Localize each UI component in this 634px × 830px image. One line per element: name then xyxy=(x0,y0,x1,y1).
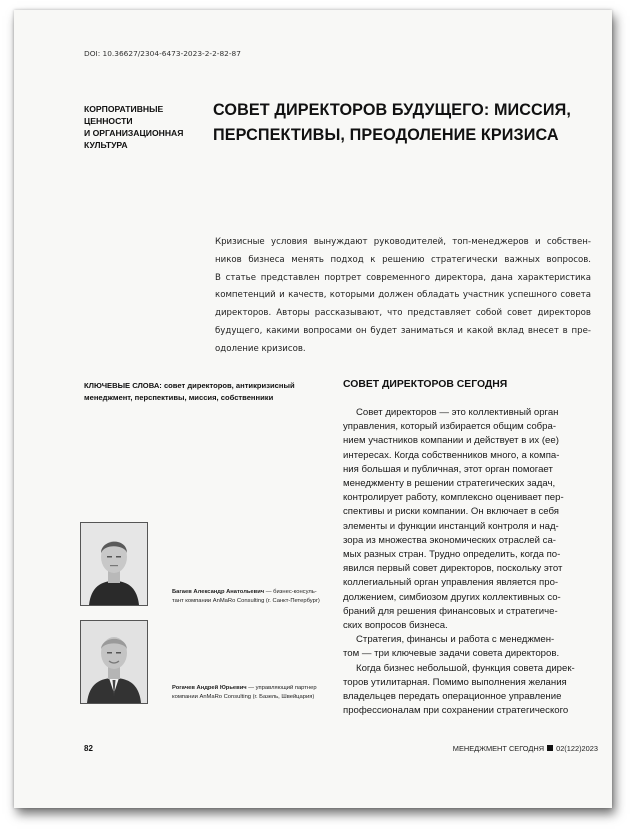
abstract-line: одоление кризисов. xyxy=(215,343,306,354)
article-title xyxy=(213,98,593,148)
keywords-line: КЛЮЧЕВЫЕ СЛОВА: совет директоров, антикризисный xyxy=(84,381,295,390)
body-line: профессионалам при сохранении стратегического xyxy=(343,705,569,717)
journal-name: МЕНЕДЖМЕНТ СЕГОДНЯ xyxy=(452,744,545,753)
journal-footer xyxy=(453,744,598,753)
abstract xyxy=(215,234,591,359)
author-affiliation: тант компании AnMaRo Consulting (г. Санкт-Петербург) xyxy=(172,598,320,604)
body-text xyxy=(343,406,593,718)
square-bullet-icon xyxy=(547,745,553,751)
keywords-line: менеджмент, перспективы, миссия, собственники xyxy=(84,392,274,402)
title-line: СОВЕТ ДИРЕКТОРОВ БУДУЩЕГО: МИССИЯ, xyxy=(213,101,571,119)
rubric-line: ЦЕННОСТИ xyxy=(84,116,133,126)
author-bio-bagaev xyxy=(172,588,332,606)
body-line: менеджменту в решении стратегических задач, xyxy=(343,478,556,490)
author-role: — управляющий партнер xyxy=(246,685,317,691)
body-line: явился первый совет директоров, поскольку этот xyxy=(343,563,563,575)
body-line: владельцев передать операционное управление xyxy=(343,691,562,703)
rubric xyxy=(84,103,204,151)
abstract-line: компетенций и качеств, которыми должен обладать участник успешного совета xyxy=(215,290,591,301)
abstract-line: директоров. Авторы рассказывают, что представляет собой совет директоров xyxy=(215,308,591,319)
rubric-line: КУЛЬТУРА xyxy=(84,140,128,150)
page-number: 82 xyxy=(84,744,93,753)
body-line: нием участников компании и действует в их (ее) xyxy=(343,435,559,447)
body-line: коллегиальный орган управления является про- xyxy=(343,577,559,589)
body-line: элементы и функции инстанций контроля и над- xyxy=(343,520,559,532)
rubric-line: И ОРГАНИЗАЦИОННАЯ xyxy=(84,128,184,138)
abstract-line: В статье представлен портрет современного директора, дана характеристика xyxy=(215,272,591,283)
body-line: зора из множества экономических отраслей са- xyxy=(343,534,556,546)
abstract-line: будущего, какими вопросами он будет заниматься и какой вклад внесет в пре- xyxy=(215,325,591,336)
doi: DOI: 10.36627/2304-6473-2023-2-2-82-87 xyxy=(84,49,241,58)
author-photo-rogachev xyxy=(80,620,148,704)
portrait-image xyxy=(81,621,147,703)
body-line: интересах. Когда собственников много, а компа- xyxy=(343,449,560,461)
author-affiliation: компании AnMaRo Consulting (г. Базель, Швейцария) xyxy=(172,694,315,700)
body-line: том — три ключевые задачи совета директоров. xyxy=(343,648,560,660)
journal-issue: 02(122)2023 xyxy=(556,744,598,753)
abstract-line: Кризисные условия вынуждают руководителей, топ-менеджеров и собствен- xyxy=(215,237,591,247)
author-name: Багаев Александр Анатольевич xyxy=(172,589,265,595)
author-bio-rogachev xyxy=(172,684,332,702)
body-line: Стратегия, финансы и работа с менеджмен- xyxy=(356,634,555,646)
journal-page xyxy=(14,10,612,808)
author-photo-bagaev xyxy=(80,522,148,606)
body-line: спективы и риски компании. Он включает в себя xyxy=(343,506,559,518)
body-line: ских вопросов бизнеса. xyxy=(343,620,448,632)
body-line: должением, симбиозом других коллективных со- xyxy=(343,591,561,603)
portrait-image xyxy=(81,523,147,605)
body-line: браний для решения финансовых и стратегиче- xyxy=(343,605,558,617)
section-title: СОВЕТ ДИРЕКТОРОВ СЕГОДНЯ xyxy=(343,379,508,390)
rubric-line: КОРПОРАТИВНЫЕ xyxy=(84,104,164,114)
author-name: Рогачев Андрей Юрьевич xyxy=(172,685,247,691)
abstract-line: ников бизнеса менять подход к решению стратегически важных вопросов. xyxy=(215,254,591,265)
body-line: Совет директоров — это коллективный орган xyxy=(356,407,559,418)
body-line: управления, который избирается общим собра- xyxy=(343,421,557,433)
body-line: Когда бизнес небольшой, функция совета дирек- xyxy=(356,662,575,674)
body-line: контролирует работу, комплексно оценивает пер- xyxy=(343,492,564,504)
body-line: ния большая и публичная, этот орган помогает xyxy=(343,463,553,475)
keywords xyxy=(84,380,304,403)
body-line: мых разных стран. Трудно определить, когда по- xyxy=(343,549,561,561)
title-line: ПЕРСПЕКТИВЫ, ПРЕОДОЛЕНИЕ КРИЗИСА xyxy=(213,126,559,144)
body-line: торов утилитарная. Помимо выполнения желания xyxy=(343,676,567,688)
author-role: — бизнес-консуль- xyxy=(264,589,317,595)
